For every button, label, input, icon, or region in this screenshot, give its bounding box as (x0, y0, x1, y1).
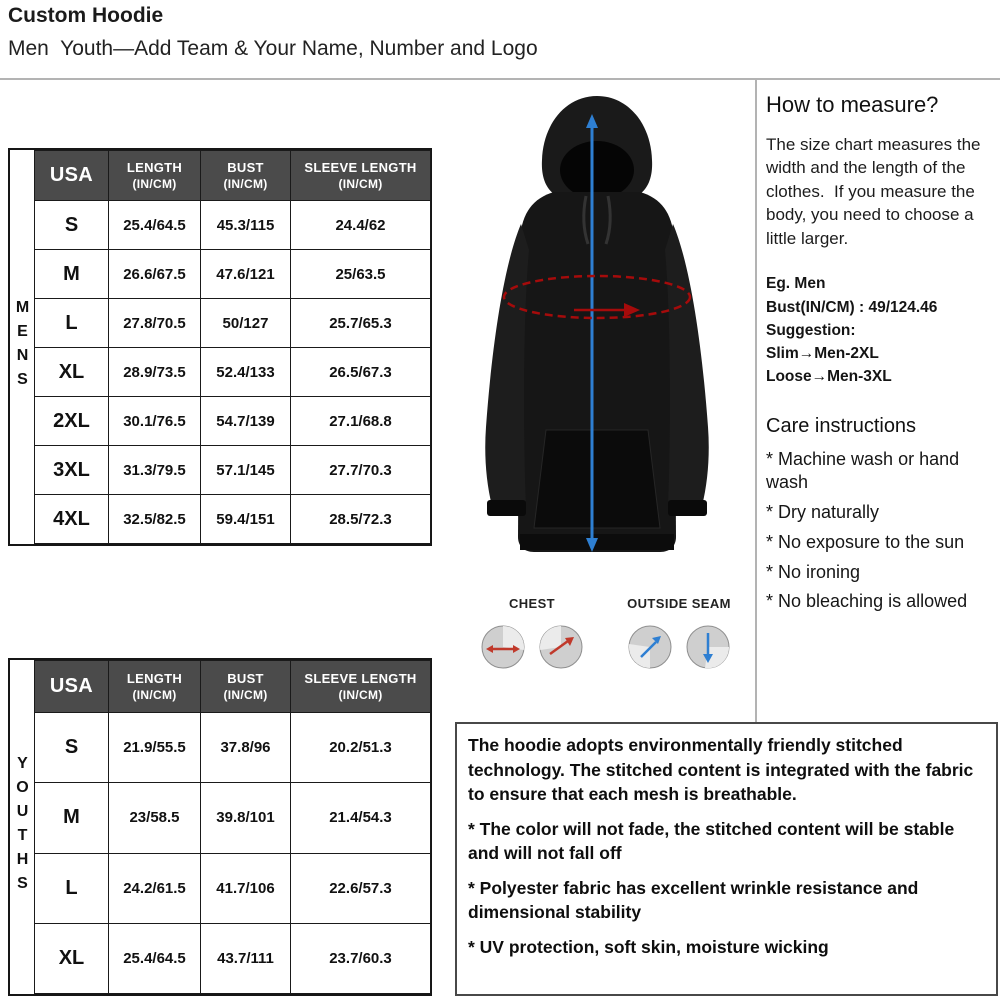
size-cell: 3XL (35, 446, 109, 495)
table-row (35, 713, 431, 783)
length-cell: 24.2/61.5 (109, 853, 201, 923)
length-cell: 21.9/55.5 (109, 713, 201, 783)
fabric-bullet: * UV protection, soft skin, moisture wicking (468, 936, 829, 957)
mens-size-table (8, 148, 432, 546)
column-header-length (109, 151, 201, 201)
header-sub: (IN/CM) (338, 688, 383, 702)
header-label: SLEEVE LENGTH (304, 671, 417, 686)
how-to-measure-panel (766, 92, 992, 620)
table-row (35, 348, 431, 397)
table-row (35, 923, 431, 993)
header-label: SLEEVE LENGTH (304, 160, 417, 175)
column-header-sleeve (291, 661, 431, 713)
header-label: LENGTH (126, 160, 183, 175)
bust-cell: 50/127 (201, 299, 291, 348)
page-title: Custom Hoodie (8, 4, 164, 27)
bust-cell: 45.3/115 (201, 201, 291, 250)
outside-seam-label: OUTSIDE SEAM (627, 596, 731, 611)
column-header-bust (201, 151, 291, 201)
header-label: BUST (227, 160, 264, 175)
care-item: * Machine wash or hand wash (766, 448, 960, 493)
column-header-usa: USA (35, 151, 109, 201)
table-row (35, 853, 431, 923)
chest-diagonal-arrow-icon (537, 623, 585, 671)
length-cell: 25.4/64.5 (109, 923, 201, 993)
care-instructions-list (766, 448, 992, 615)
table-row (35, 446, 431, 495)
size-cell: 4XL (35, 495, 109, 544)
table-row (35, 250, 431, 299)
hoodie-illustration (442, 82, 752, 592)
length-cell: 30.1/76.5 (109, 397, 201, 446)
mens-side-label: MENS (14, 299, 31, 395)
sleeve-cell: 21.4/54.3 (291, 783, 431, 853)
table-row (35, 299, 431, 348)
example-line: Eg. Men (766, 275, 826, 293)
size-cell: M (35, 250, 109, 299)
fabric-bullet: * The color will not fade, the stitched content will be stable and will not fall off (468, 818, 955, 863)
size-cell: L (35, 853, 109, 923)
table-row (35, 397, 431, 446)
care-instructions-title: Care instructions (766, 414, 917, 437)
table-row (35, 201, 431, 250)
length-cell: 25.4/64.5 (109, 201, 201, 250)
header-label: LENGTH (126, 671, 183, 686)
example-line: Loose→Men-3XL (766, 368, 892, 386)
care-item: * No exposure to the sun (766, 531, 965, 552)
care-item: * No ironing (766, 561, 861, 582)
column-header-sleeve (291, 151, 431, 201)
sleeve-cell: 24.4/62 (291, 201, 431, 250)
page-subtitle: Men Youth—Add Team & Your Name, Number and Logo (8, 37, 538, 60)
measure-body-text: The size chart measures the width and the length of the clothes. If you measure the body, you need to choose a little larger. (766, 135, 986, 248)
header-sub: (IN/CM) (223, 688, 268, 702)
bust-cell: 43.7/111 (201, 923, 291, 993)
size-cell: 2XL (35, 397, 109, 446)
length-cell: 27.8/70.5 (109, 299, 201, 348)
bust-cell: 59.4/151 (201, 495, 291, 544)
outside-seam-icon-pair (608, 623, 750, 671)
example-line: Slim→Men-2XL (766, 345, 879, 363)
header-sub: (IN/CM) (338, 177, 383, 191)
youths-size-grid (34, 660, 431, 994)
bust-cell: 47.6/121 (201, 250, 291, 299)
measure-title: How to measure? (766, 92, 939, 117)
header-label: BUST (227, 671, 264, 686)
sleeve-cell: 22.6/57.3 (291, 853, 431, 923)
youths-side-label: YOUTHS (14, 755, 31, 899)
length-cell: 23/58.5 (109, 783, 201, 853)
horizontal-divider (0, 78, 1000, 80)
table-row (35, 783, 431, 853)
bust-cell: 39.8/101 (201, 783, 291, 853)
sleeve-cell: 25.7/65.3 (291, 299, 431, 348)
table-header-row (35, 151, 431, 201)
care-item: * No bleaching is allowed (766, 591, 968, 612)
header-sub: (IN/CM) (132, 177, 177, 191)
length-cell: 28.9/73.5 (109, 348, 201, 397)
chest-icon-pair (466, 623, 598, 671)
bust-cell: 54.7/139 (201, 397, 291, 446)
seam-diagonal-arrow-icon (626, 623, 674, 671)
mens-size-grid (34, 150, 431, 544)
bust-cell: 37.8/96 (201, 713, 291, 783)
sleeve-cell: 23.7/60.3 (291, 923, 431, 993)
sleeve-cell: 28.5/72.3 (291, 495, 431, 544)
care-item: * Dry naturally (766, 502, 880, 523)
size-cell: S (35, 713, 109, 783)
bust-cell: 52.4/133 (201, 348, 291, 397)
size-cell: XL (35, 348, 109, 397)
measurement-captions (450, 596, 752, 708)
sleeve-cell: 26.5/67.3 (291, 348, 431, 397)
sleeve-cell: 20.2/51.3 (291, 713, 431, 783)
seam-vertical-arrow-icon (684, 623, 732, 671)
sleeve-cell: 27.1/68.8 (291, 397, 431, 446)
hoodie-figure (442, 82, 752, 592)
column-header-usa: USA (35, 661, 109, 713)
example-line: Suggestion: (766, 321, 856, 339)
size-cell: XL (35, 923, 109, 993)
youths-size-table (8, 658, 432, 996)
length-cell: 26.6/67.5 (109, 250, 201, 299)
sleeve-cell: 25/63.5 (291, 250, 431, 299)
bust-cell: 41.7/106 (201, 853, 291, 923)
vertical-divider (755, 78, 757, 724)
sleeve-cell: 27.7/70.3 (291, 446, 431, 495)
outside-seam-caption-group (608, 596, 750, 671)
size-cell: S (35, 201, 109, 250)
example-line: Bust(IN/CM) : 49/124.46 (766, 298, 938, 316)
page-header (8, 4, 768, 61)
fabric-intro-text: The hoodie adopts environmentally friendly stitched technology. The stitched content is integrated with the fabric to ensure that each mesh is breathable. (468, 735, 974, 804)
sizing-example (766, 272, 992, 388)
length-cell: 31.3/79.5 (109, 446, 201, 495)
column-header-length (109, 661, 201, 713)
length-cell: 32.5/82.5 (109, 495, 201, 544)
fabric-bullet: * Polyester fabric has excellent wrinkle resistance and dimensional stability (468, 877, 919, 922)
size-cell: L (35, 299, 109, 348)
table-row (35, 495, 431, 544)
size-cell: M (35, 783, 109, 853)
column-header-bust (201, 661, 291, 713)
table-header-row (35, 661, 431, 713)
header-sub: (IN/CM) (132, 688, 177, 702)
fabric-info-box (455, 722, 998, 996)
chest-label: CHEST (508, 596, 556, 611)
chest-width-arrow-icon (479, 623, 527, 671)
bust-cell: 57.1/145 (201, 446, 291, 495)
chest-caption-group (466, 596, 598, 671)
header-sub: (IN/CM) (223, 177, 268, 191)
